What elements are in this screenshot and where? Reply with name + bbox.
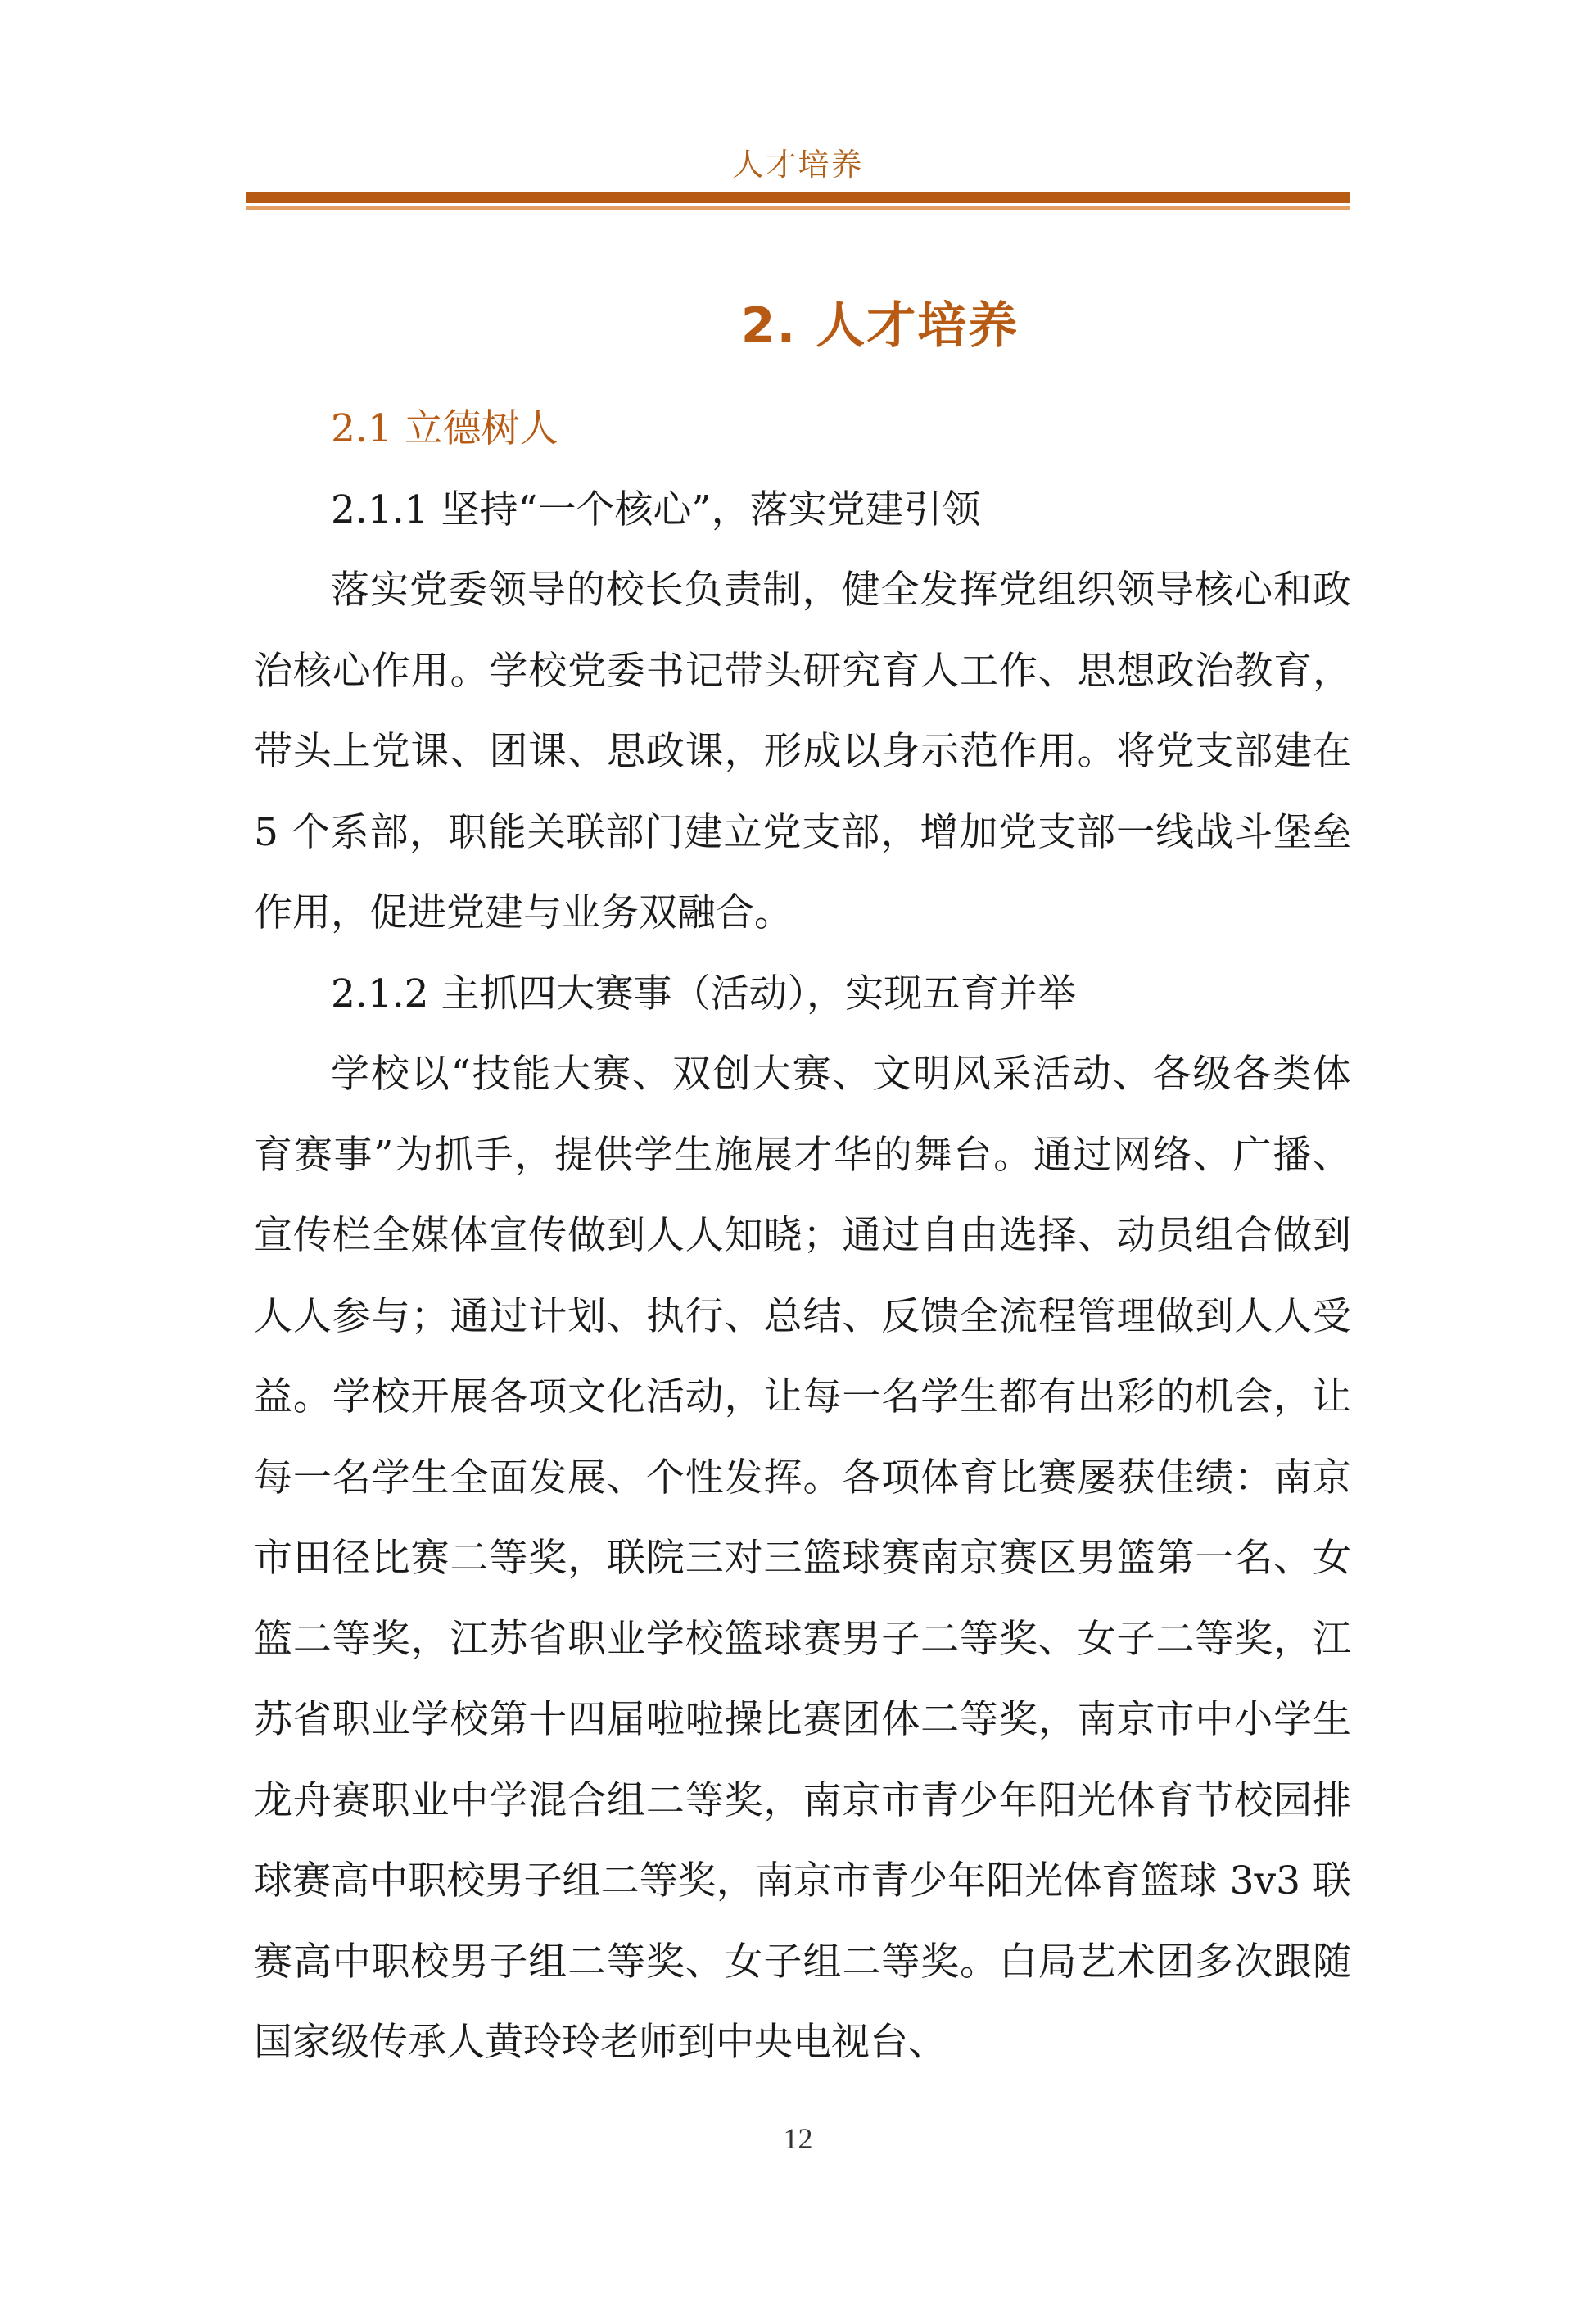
page-number: 12 <box>783 2122 813 2155</box>
running-header: 人才培养 <box>732 147 864 183</box>
body-content <box>254 389 1351 2084</box>
body-paragraph: 学校以“技能大赛、双创大赛、文明风采活动、各级各类体育赛事”为抓手，提供学生施展才华的舞台。通过网络、广播、宣传栏全媒体宣传做到人人知晓；通过自由选择、动员组合做到人人参与；通过计划、执行、总结、反馈全流程管理做到人人受益。学校开展各项文化活动，让每一名学生都有出彩的机会，让每一名学生全面发展、个性发挥。各项体育比赛屡获佳绩：南京市田径比赛二等奖，联院三对三篮球赛南京赛区男篮第一名、女篮二等奖，江苏省职业学校篮球赛男子二等奖、女子二等奖，江苏省职业学校第十四届啦啦操比赛团体二等奖，南京市中小学生龙舟赛职业中学混合组二等奖，南京市青少年阳光体育节校园排球赛高中职校男子组二等奖，南京市青少年阳光体育篮球 3v3 联赛高中职校男子组二等奖、女子组二等奖。白局艺术团多次跟随国家级传承人黄玲玲老师到中央电视台、 <box>254 1052 1351 2065</box>
body-paragraph: 落实党委领导的校长负责制，健全发挥党组织领导核心和政治核心作用。学校党委书记带头研究育人工作、思想政治教育，带头上党课、团课、思政课，形成以身示范作用。将党支部建在 5 个系部，职能关联部门建立党支部，增加党支部一线战斗堡垒作用，促进党建与业务双融合。 <box>254 568 1351 935</box>
header-rule-thick <box>246 192 1350 203</box>
header-rule-thin <box>246 206 1350 210</box>
subsection-heading: 2.1.1 坚持“一个核心”，落实党建引领 <box>331 487 981 532</box>
section-heading: 2.1 立德树人 <box>331 406 558 451</box>
chapter-title: 2. 人才培养 <box>740 297 1020 355</box>
subsection-heading: 2.1.2 主抓四大赛事（活动），实现五育并举 <box>331 971 1077 1016</box>
header-rule <box>246 192 1350 211</box>
